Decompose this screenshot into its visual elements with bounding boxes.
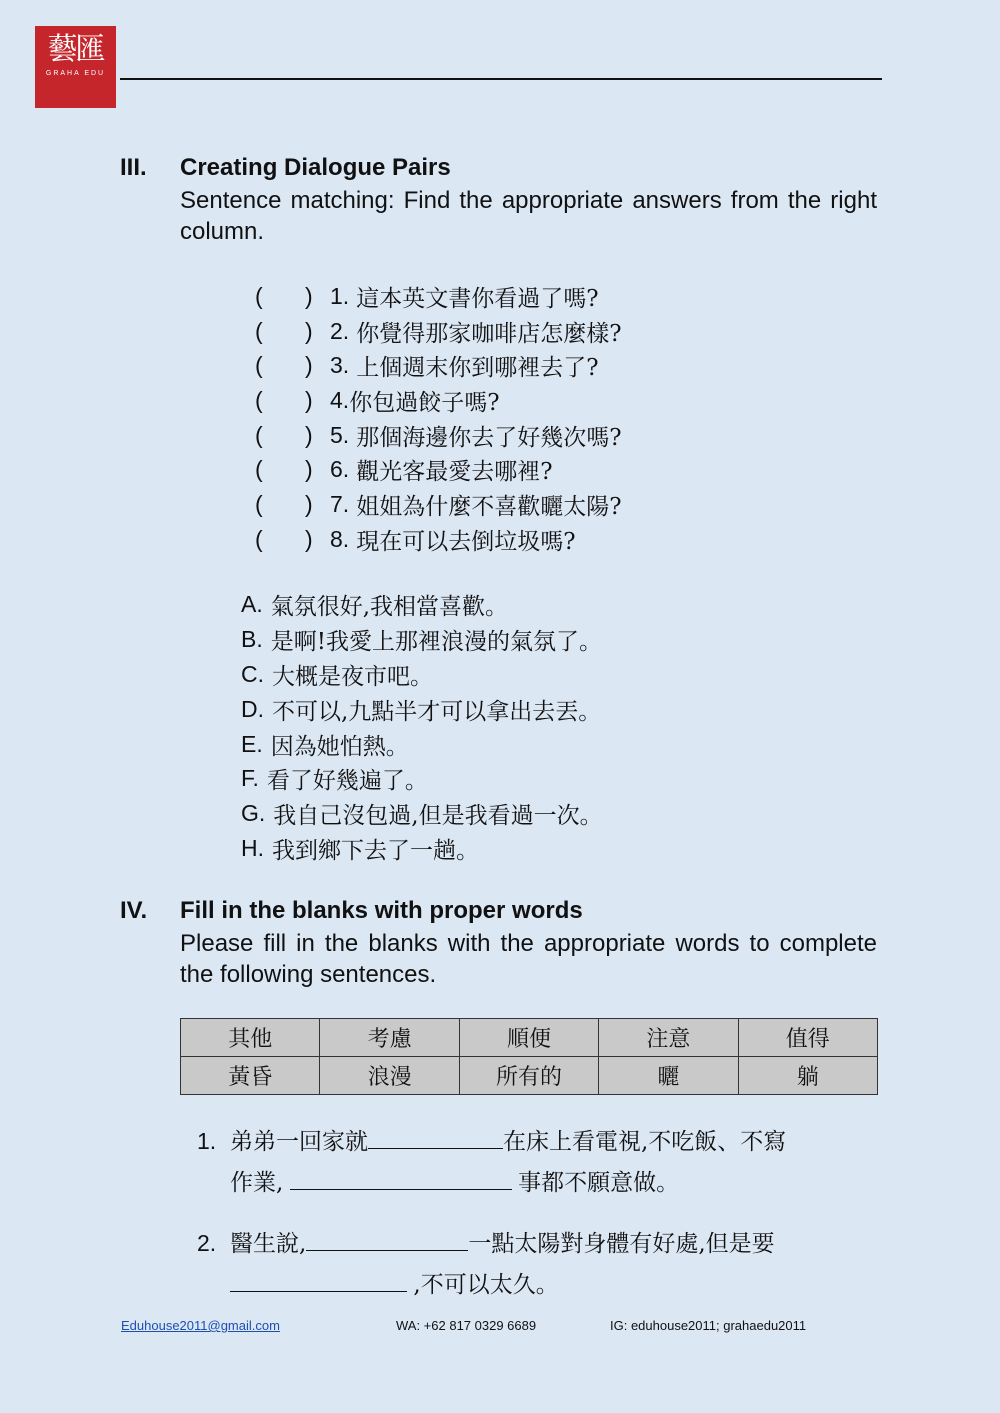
answer-paren-open[interactable]: (	[255, 282, 263, 309]
word-bank-row	[181, 1057, 878, 1095]
answer-paren-open[interactable]: (	[255, 352, 263, 379]
answer-item	[241, 657, 603, 692]
question-number: 7.	[330, 490, 350, 517]
answer-text: 我自己沒包過,但是我看過一次。	[273, 803, 603, 830]
fill-item-1	[197, 1123, 786, 1197]
question-item	[255, 348, 622, 383]
fill-number: 1.	[197, 1128, 217, 1154]
section-4-description: Please fill in the blanks with the appropriate words to complete the following sentences.	[180, 930, 877, 988]
answer-text: 不可以,九點半才可以拿出去丟。	[272, 698, 602, 725]
question-number: 6.	[330, 456, 350, 483]
answer-paren-close: )	[305, 282, 313, 309]
answer-paren-close: )	[305, 421, 313, 448]
answer-paren-open[interactable]: (	[255, 386, 263, 413]
fill-blank[interactable]	[306, 1228, 468, 1251]
question-text: 你包過餃子嗎?	[349, 389, 500, 416]
word-bank-cell: 所有的	[459, 1057, 598, 1095]
word-bank-cell: 黃昏	[181, 1057, 320, 1095]
answer-item	[241, 831, 603, 866]
question-item	[255, 314, 622, 349]
answer-text: 是啊!我愛上那裡浪漫的氣氛了。	[270, 628, 602, 655]
answer-paren-open[interactable]: (	[255, 525, 263, 552]
answer-paren-open[interactable]: (	[255, 421, 263, 448]
question-number: 3.	[330, 352, 350, 379]
question-text: 上個週末你到哪裡去了?	[356, 355, 599, 382]
question-list	[255, 279, 622, 557]
question-item	[255, 279, 622, 314]
fill-text: 事都不願意做。	[518, 1170, 680, 1196]
answer-text: 看了好幾遍了。	[266, 768, 428, 795]
answer-paren-close: )	[305, 386, 313, 413]
fill-blank[interactable]	[368, 1126, 503, 1149]
answer-text: 我到鄉下去了一趟。	[272, 838, 479, 865]
section-4-number: IV.	[120, 897, 148, 924]
answer-letter: H.	[241, 835, 264, 862]
answer-letter: C.	[241, 660, 264, 687]
fill-text: 在床上看電視,不吃飯、不寫	[503, 1129, 787, 1155]
fill-item-2	[197, 1225, 775, 1299]
word-bank-row	[181, 1019, 878, 1057]
question-item	[255, 487, 622, 522]
question-item	[255, 383, 622, 418]
fill-number: 2.	[197, 1230, 217, 1256]
question-number: 2.	[330, 317, 350, 344]
answer-text: 大概是夜市吧。	[272, 663, 433, 690]
logo	[35, 26, 116, 108]
section-4-title: Fill in the blanks with proper words	[180, 897, 583, 924]
answer-letter: G.	[241, 800, 266, 827]
answer-text: 氣氛很好,我相當喜歡。	[270, 593, 509, 620]
fill-blank[interactable]	[290, 1167, 512, 1190]
word-bank-cell: 其他	[181, 1019, 320, 1057]
answer-item	[241, 727, 603, 762]
question-number: 4.	[330, 386, 350, 413]
question-text: 那個海邊你去了好幾次嗎?	[356, 424, 622, 451]
fill-text: 一點太陽對身體有好處,但是要	[468, 1231, 775, 1257]
fill-text: 弟弟一回家就	[230, 1129, 368, 1155]
answer-item	[241, 587, 603, 622]
question-item	[255, 418, 622, 453]
footer-email-link[interactable]: Eduhouse2011@gmail.com	[121, 1318, 280, 1333]
word-bank-cell: 考慮	[320, 1019, 459, 1057]
answer-letter: E.	[241, 730, 263, 757]
answer-item	[241, 761, 603, 796]
answer-letter: B.	[241, 625, 263, 652]
answer-paren-open[interactable]: (	[255, 317, 263, 344]
question-text: 觀光客最愛去哪裡?	[356, 459, 553, 486]
word-bank-cell: 注意	[599, 1019, 738, 1057]
question-item	[255, 522, 622, 557]
question-number: 5.	[330, 421, 350, 448]
question-text: 你覺得那家咖啡店怎麼樣?	[356, 320, 622, 347]
fill-blank[interactable]	[230, 1269, 407, 1292]
question-number: 1.	[330, 282, 350, 309]
fill-text: 醫生說,	[230, 1231, 307, 1257]
word-bank-cell: 浪漫	[320, 1057, 459, 1095]
answer-text: 因為她怕熱。	[270, 733, 409, 760]
logo-mark: 藝匯	[47, 32, 104, 67]
answer-paren-close: )	[305, 317, 313, 344]
word-bank-cell: 順便	[459, 1019, 598, 1057]
answer-paren-close: )	[305, 352, 313, 379]
question-text: 現在可以去倒垃圾嗎?	[356, 528, 576, 555]
answer-paren-open[interactable]: (	[255, 490, 263, 517]
answer-paren-close: )	[305, 490, 313, 517]
question-text: 這本英文書你看過了嗎?	[356, 285, 599, 312]
word-bank-cell: 曬	[599, 1057, 738, 1095]
footer-whatsapp: WA: +62 817 0329 6689	[396, 1318, 537, 1333]
answer-letter: A.	[241, 590, 263, 617]
answer-paren-open[interactable]: (	[255, 456, 263, 483]
word-bank-cell: 值得	[738, 1019, 877, 1057]
answer-paren-close: )	[305, 456, 313, 483]
logo-subtitle: GRAHA EDU	[45, 70, 106, 77]
answer-list	[241, 587, 603, 866]
word-bank-cell: 躺	[738, 1057, 877, 1095]
fill-text: ,不可以太久。	[413, 1272, 559, 1298]
answer-letter: D.	[241, 695, 264, 722]
question-text: 姐姐為什麼不喜歡曬太陽?	[356, 493, 622, 520]
answer-item	[241, 796, 603, 831]
answer-item	[241, 692, 603, 727]
question-number: 8.	[330, 525, 350, 552]
answer-item	[241, 622, 603, 657]
question-item	[255, 452, 622, 487]
section-3-title: Creating Dialogue Pairs	[180, 154, 451, 181]
word-bank-table	[180, 1018, 878, 1095]
answer-letter: F.	[241, 765, 259, 792]
header-rule	[120, 78, 882, 80]
fill-text: 作業,	[230, 1170, 284, 1196]
footer-instagram: IG: eduhouse2011; grahaedu2011	[610, 1318, 807, 1333]
answer-paren-close: )	[305, 525, 313, 552]
section-3-description: Sentence matching: Find the appropriate answers from the right column.	[180, 187, 877, 245]
section-3-number: III.	[120, 154, 147, 181]
